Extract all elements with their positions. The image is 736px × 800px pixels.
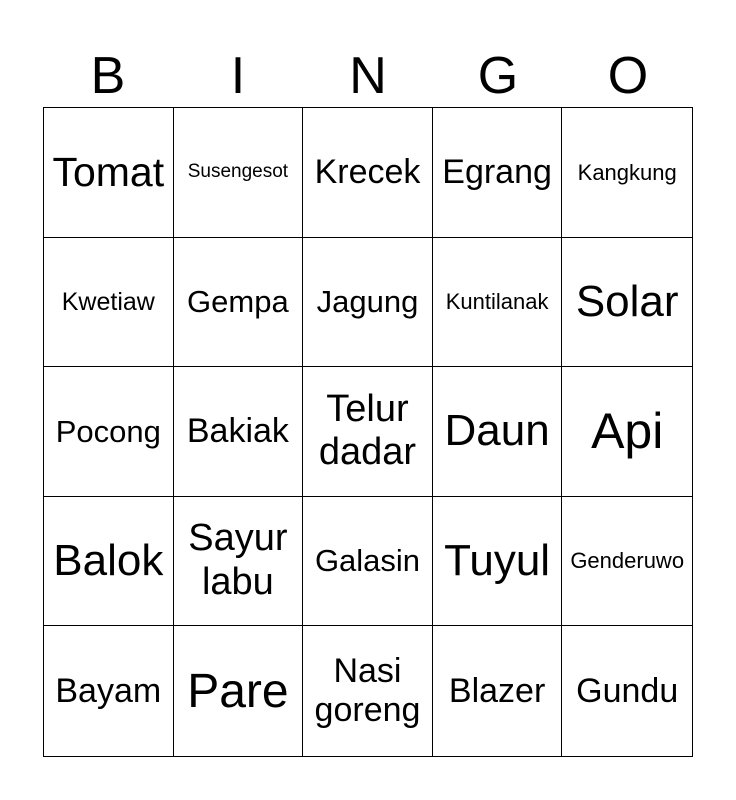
bingo-cell[interactable]: [174, 626, 304, 756]
bingo-cell[interactable]: [562, 497, 692, 627]
cell-label: Bakiak: [186, 411, 289, 450]
bingo-cell[interactable]: [174, 238, 304, 368]
cell-label: Tuyul: [444, 535, 551, 585]
cell-label: Genderuwo: [570, 548, 685, 574]
bingo-cell[interactable]: [174, 497, 304, 627]
bingo-cell[interactable]: [174, 108, 304, 238]
header-letter-b: B: [90, 47, 126, 105]
cell-label: Tomat: [52, 148, 165, 195]
cell-label: Sayur labu: [188, 517, 288, 604]
cell-label: Egrang: [442, 152, 552, 191]
header-letter-n: N: [349, 47, 387, 105]
cell-label: Api: [591, 402, 664, 459]
header-letter-o: O: [607, 47, 649, 105]
bingo-board: [43, 107, 693, 757]
header-letter-i: I: [230, 47, 246, 105]
bingo-cell[interactable]: [174, 367, 304, 497]
bingo-cell[interactable]: [44, 497, 174, 627]
cell-label: Kwetiaw: [61, 287, 155, 316]
bingo-cell[interactable]: [44, 626, 174, 756]
bingo-cell[interactable]: [303, 497, 433, 627]
bingo-cell[interactable]: [562, 367, 692, 497]
cell-label: Bayam: [55, 671, 162, 710]
cell-label: Gempa: [187, 284, 289, 320]
cell-label: Gundu: [576, 671, 679, 710]
cell-label: Galasin: [314, 543, 421, 579]
cell-label: Kuntilanak: [445, 289, 549, 315]
bingo-cell[interactable]: [44, 238, 174, 368]
cell-label: Pocong: [55, 413, 161, 449]
header-letter-g: G: [477, 47, 519, 105]
bingo-cell[interactable]: [303, 238, 433, 368]
cell-label: Telur dadar: [318, 387, 417, 474]
cell-label: Daun: [444, 406, 550, 456]
cell-label: Balok: [53, 535, 164, 585]
cell-label: Jagung: [316, 284, 419, 320]
bingo-cell[interactable]: [433, 238, 563, 368]
cell-label: Blazer: [448, 671, 546, 710]
bingo-cell[interactable]: [562, 108, 692, 238]
bingo-cell[interactable]: [433, 367, 563, 497]
bingo-header: [43, 48, 693, 104]
bingo-cell[interactable]: [303, 367, 433, 497]
cell-label: Susengesot: [187, 161, 289, 183]
cell-label: Kangkung: [577, 159, 677, 185]
bingo-cell[interactable]: [433, 497, 563, 627]
bingo-cell[interactable]: [44, 367, 174, 497]
cell-label: Nasi goreng: [314, 652, 421, 730]
bingo-cell[interactable]: [562, 626, 692, 756]
cell-label: Krecek: [314, 152, 421, 191]
bingo-cell[interactable]: [44, 108, 174, 238]
bingo-cell[interactable]: [303, 626, 433, 756]
bingo-cell[interactable]: [303, 108, 433, 238]
cell-label: Solar: [575, 276, 679, 326]
cell-label: Pare: [187, 664, 289, 718]
bingo-cell[interactable]: [562, 238, 692, 368]
bingo-cell[interactable]: [433, 626, 563, 756]
bingo-cell[interactable]: [433, 108, 563, 238]
